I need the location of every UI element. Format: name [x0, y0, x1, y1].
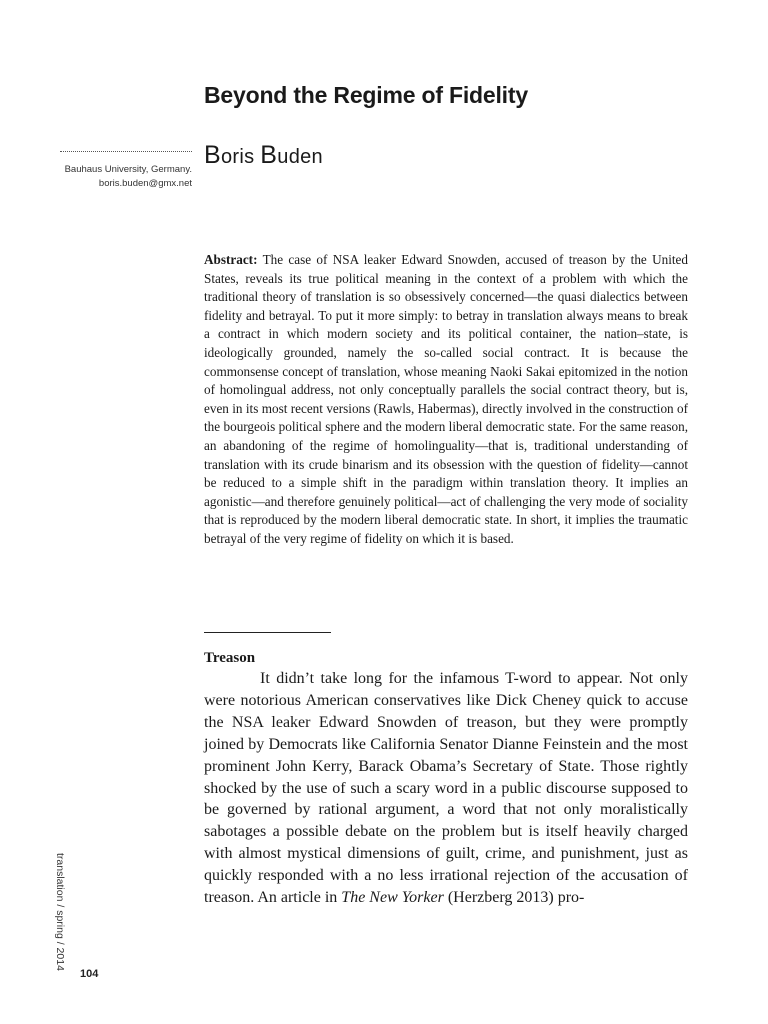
affiliation-dotted-rule: [60, 151, 192, 152]
journal-title-italic: The New Yorker: [341, 889, 444, 907]
abstract-label: Abstract:: [204, 252, 258, 267]
running-head-container: [52, 853, 68, 987]
affiliation-email[interactable]: boris.buden@gmx.net: [98, 178, 192, 189]
author-last-rest: uden: [277, 146, 323, 168]
abstract: [204, 251, 688, 549]
affiliation-block: [20, 163, 192, 191]
article-title: Beyond the Regime of Fidelity: [204, 82, 528, 108]
section-separator: [204, 632, 331, 633]
body-text: [204, 668, 688, 909]
affiliation-institution: Bauhaus University, Germany.: [64, 164, 192, 175]
author-first-initial: B: [204, 141, 221, 169]
author-last-initial: B: [260, 141, 278, 169]
section-heading: Treason: [204, 650, 256, 666]
running-head: translation / spring / 2014: [54, 853, 66, 971]
author-first-rest: oris: [220, 146, 261, 168]
author-name: [204, 141, 604, 170]
body-text-part-2: (Herzberg 2013) pro-: [443, 889, 585, 907]
page-number: 104: [80, 968, 99, 980]
body-text-part-1: It didn’t take long for the infamous T-word to appear. Not only were notorious American conservatives like Dick Cheney quick to accuse the NSA leaker Edward Snowden of treason, but they were promptly joined by Democrats like California Senator Dianne Feinstein and the most prominent John Kerry, Barack Obama’s Secretary of State. Those rightly shocked by the use of such a scary word in a public discourse supposed to be governed by rational argument, a word that not only moralistically sabotages a possible debate on the problem but is itself heavily charged with almost mystical dimensions of guilt, crime, and punishment, just as quickly responded with a no less irrational rejection of the accusation of treason. An article in: [204, 670, 688, 907]
abstract-text: The case of NSA leaker Edward Snowden, accused of treason by the United States, reveals its true political meaning in the context of a problem with which the traditional theory of translation is so obsessively concerned—the quasi dialectics between fidelity and betrayal. To put it more simply: to betray in translation always means to break a contract in which modern society and its political container, the nation–state, is ideologically grounded, namely the so-called social contract. It is because the commonsense concept of translation, whose meaning Naoki Sakai epitomized in the notion of homolingual address, not only conceptually parallels the social contract theory, but is, even in its most recent versions (Rawls, Habermas), directly involved in the construction of the bourgeois political sphere and the modern liberal democratic state. For the same reason, an abandoning of the regime of homolinguality—that is, traditional understanding of translation with its crude binarism and its obsession with the question of fidelity—cannot be reduced to a simple shift in the paradigm within translation theory. It implies an agonistic—and therefore genuinely political—act of challenging the very mode of sociality that is reproduced by the modern liberal democratic state. In short, it implies the traumatic betrayal of the very regime of fidelity on which it is based.: [204, 252, 688, 546]
